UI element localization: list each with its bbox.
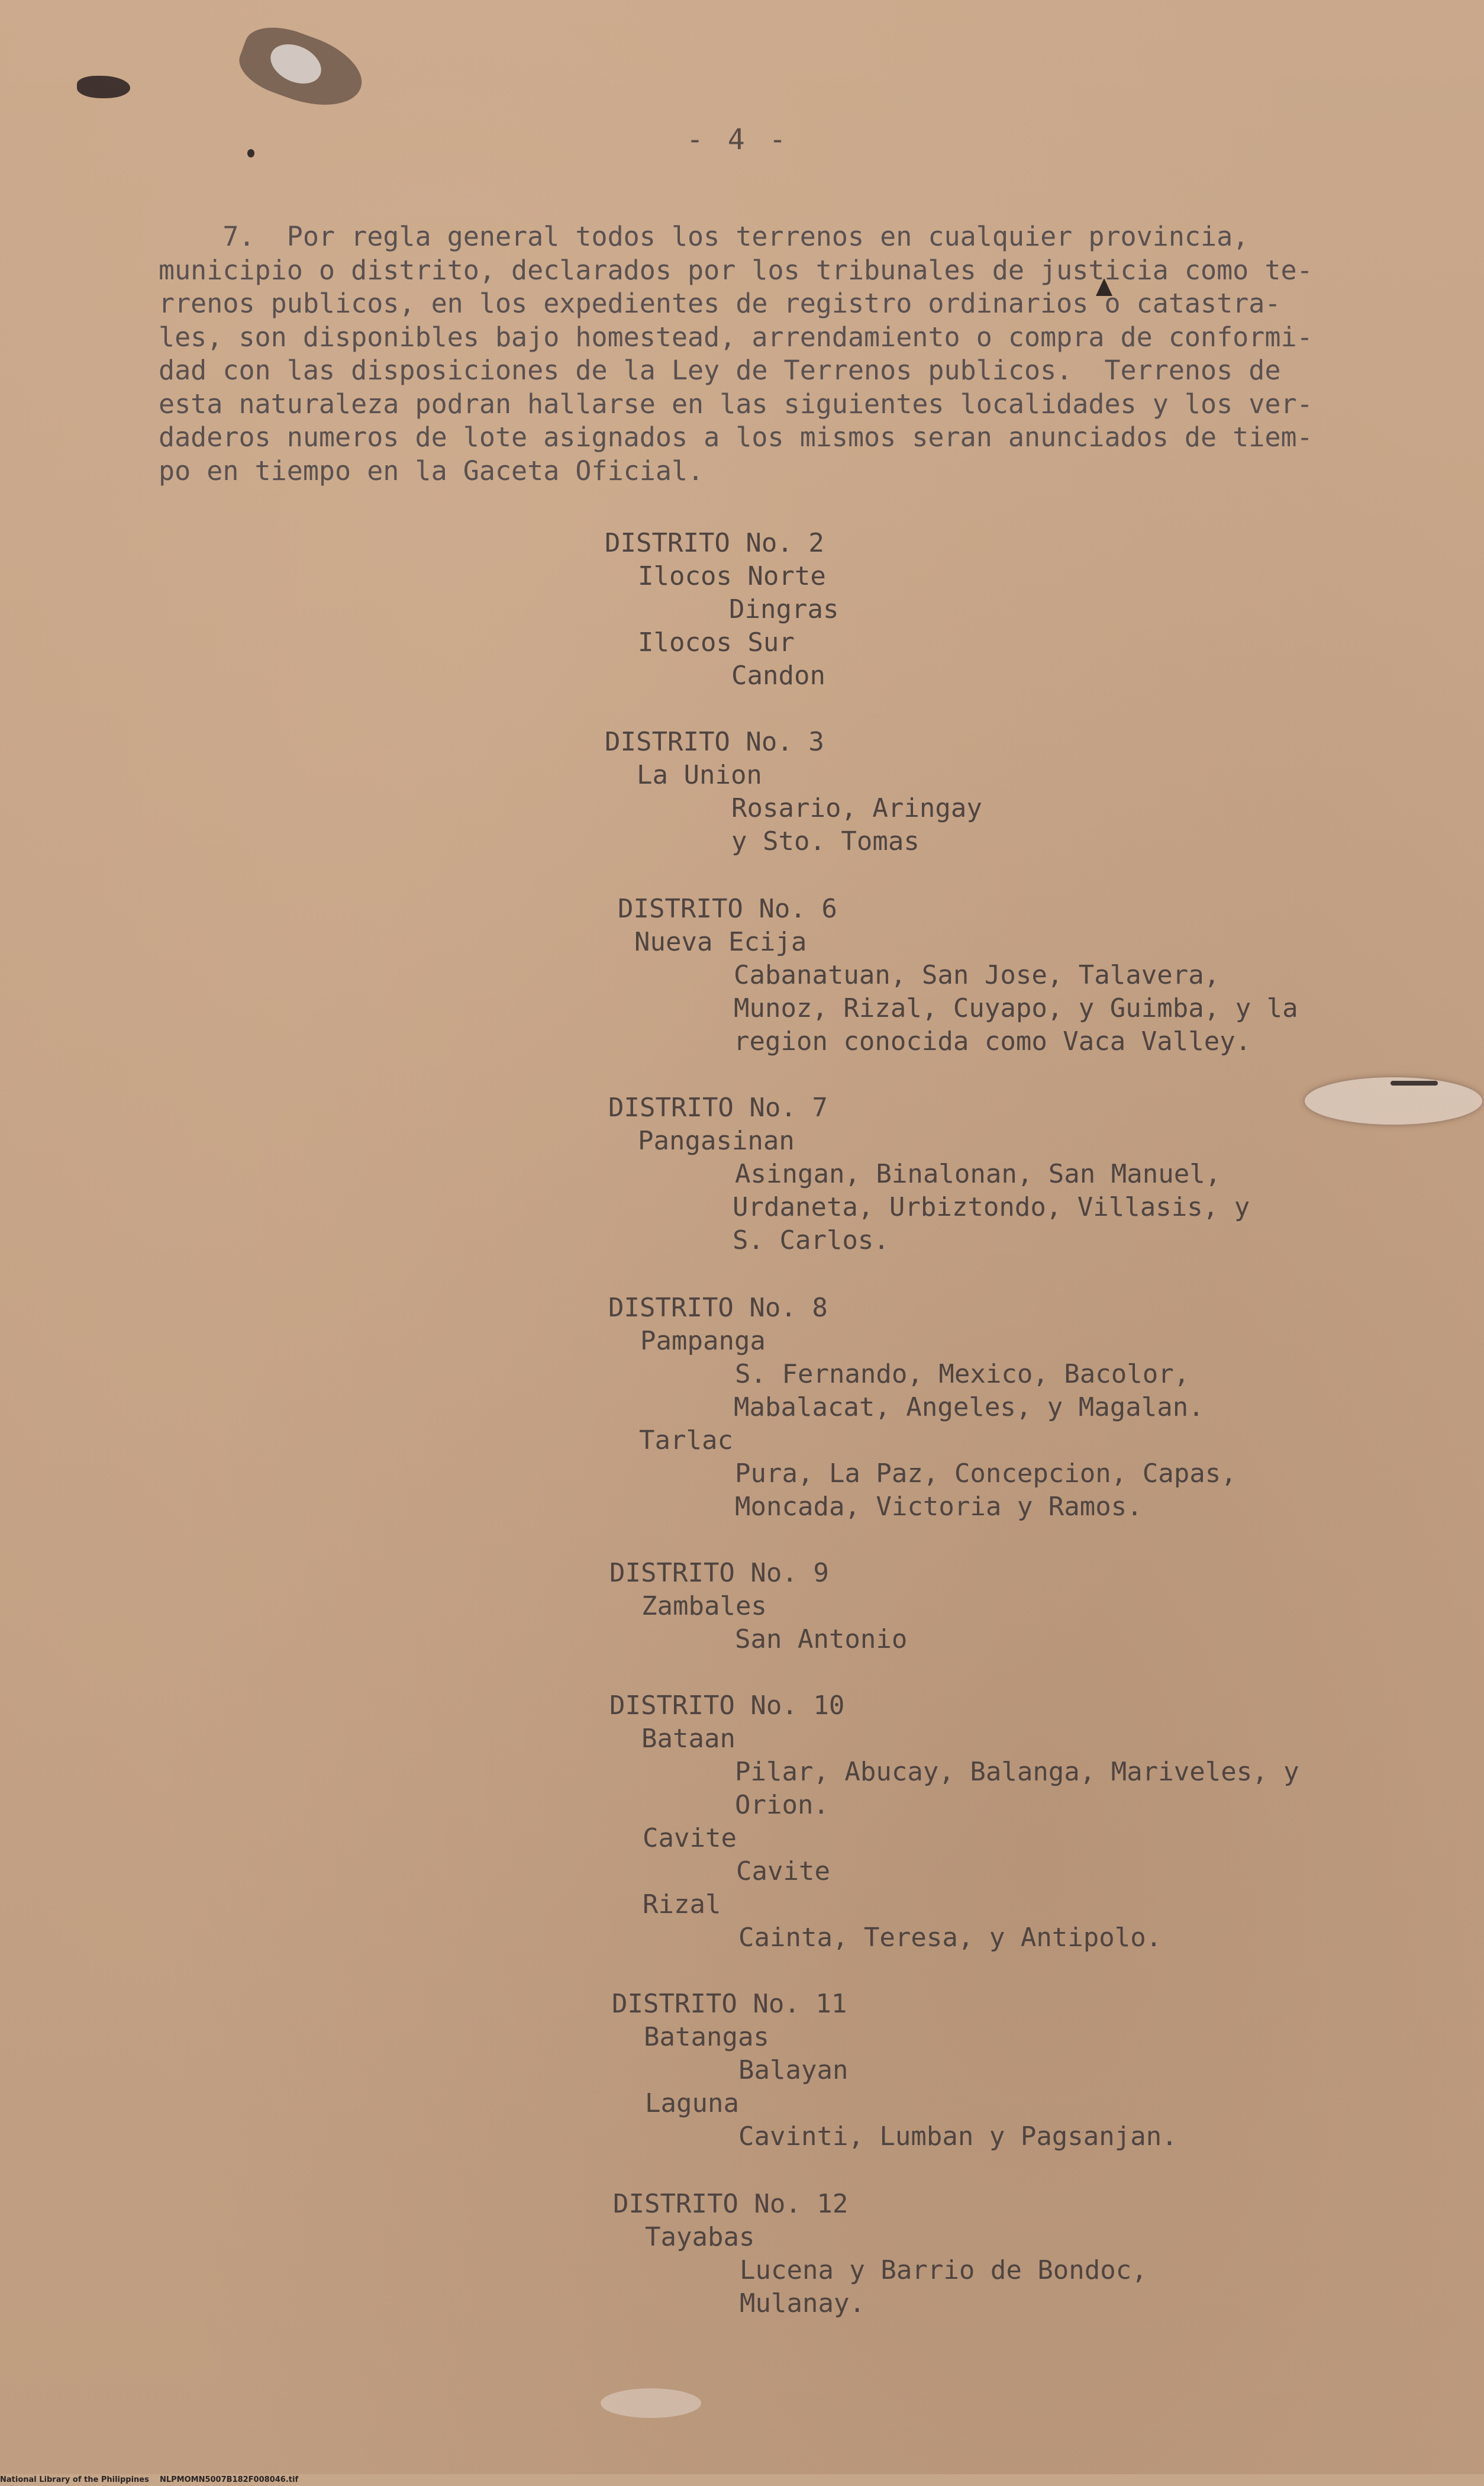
province-name: Ilocos Norte — [638, 561, 826, 591]
intro-line: daderos numeros de lote asignados a los mismos seran anunciados de tiem- — [159, 421, 1313, 453]
district-heading: DISTRITO No. 8 — [608, 1293, 828, 1323]
intro-line: esta naturaleza podran hallarse en las siguientes localidades y los ver- — [159, 388, 1313, 420]
district-heading: DISTRITO No. 11 — [612, 1989, 847, 2019]
town-line: S. Fernando, Mexico, Bacolor, — [735, 1359, 1190, 1389]
intro-line: po en tiempo en la Gaceta Oficial. — [159, 455, 704, 487]
province-name: Rizal — [643, 1889, 721, 1920]
district-heading: DISTRITO No. 3 — [605, 727, 824, 757]
intro-line: les, son disponibles bajo homestead, arrendamiento o compra de conformi- — [159, 321, 1313, 353]
town-line: region conocida como Vaca Valley. — [734, 1026, 1251, 1057]
town-line: Munoz, Rizal, Cuyapo, y Guimba, y la — [734, 993, 1298, 1023]
district-heading: DISTRITO No. 2 — [605, 528, 824, 558]
town-line: Asingan, Binalonan, San Manuel, — [735, 1159, 1221, 1189]
province-name: Zambales — [641, 1591, 767, 1621]
province-name: Batangas — [644, 2022, 769, 2052]
town-line: Cabanatuan, San Jose, Talavera, — [734, 960, 1220, 990]
town-line: Urdaneta, Urbiztondo, Villasis, y — [733, 1192, 1250, 1222]
town-line: San Antonio — [735, 1624, 908, 1654]
town-line: Pilar, Abucay, Balanga, Mariveles, y — [735, 1757, 1299, 1787]
town-line: Cavinti, Lumban y Pagsanjan. — [738, 2121, 1177, 2152]
ink-blot-top-left — [77, 76, 130, 98]
intro-line: 7. Por regla general todos los terrenos en cualquier provincia, — [159, 221, 1249, 252]
town-line: Orion. — [735, 1790, 829, 1820]
province-name: Cavite — [643, 1823, 737, 1853]
town-line: Moncada, Victoria y Ramos. — [735, 1492, 1143, 1522]
province-name: Ilocos Sur — [638, 627, 795, 658]
intro-line: municipio o distrito, declarados por los tribunales de justicia como te- — [159, 254, 1313, 286]
province-name: Pangasinan — [638, 1126, 795, 1156]
town-line: Dingras — [729, 594, 839, 624]
page-number: - 4 - — [686, 123, 790, 156]
town-line: Mabalacat, Angeles, y Magalan. — [734, 1392, 1204, 1422]
province-name: Tayabas — [645, 2222, 755, 2252]
district-heading: DISTRITO No. 9 — [609, 1558, 829, 1588]
town-line: Cainta, Teresa, y Antipolo. — [738, 1923, 1162, 1953]
province-name: Bataan — [641, 1724, 735, 1754]
town-line: Cavite — [736, 1856, 830, 1886]
town-line: y Sto. Tomas — [731, 826, 920, 856]
province-name: Nueva Ecija — [634, 927, 807, 957]
ink-mark-bottom — [601, 2388, 701, 2418]
town-line: Lucena y Barrio de Bondoc, — [740, 2255, 1147, 2285]
intro-paragraph — [159, 220, 1313, 488]
district-heading: DISTRITO No. 6 — [618, 894, 837, 924]
district-heading: DISTRITO No. 7 — [608, 1093, 828, 1123]
ink-dot-top — [247, 149, 254, 157]
intro-line: rrenos publicos, en los expedientes de registro ordinarios o catastra- — [159, 288, 1281, 319]
town-line: Balayan — [738, 2055, 849, 2085]
province-name: Pampanga — [640, 1326, 766, 1356]
intro-line: dad con las disposiciones de la Ley de Terrenos publicos. Terrenos de — [159, 355, 1281, 386]
town-line: S. Carlos. — [733, 1225, 889, 1255]
district-heading: DISTRITO No. 10 — [609, 1690, 845, 1721]
district-heading: DISTRITO No. 12 — [613, 2189, 849, 2219]
province-name: La Union — [637, 760, 762, 790]
province-name: Laguna — [645, 2088, 739, 2118]
ink-dash-right — [1391, 1081, 1438, 1086]
town-line: Mulanay. — [740, 2288, 865, 2318]
province-name: Tarlac — [639, 1425, 733, 1455]
town-line: Candon — [731, 661, 825, 691]
town-line: Pura, La Paz, Concepcion, Capas, — [735, 1458, 1237, 1489]
scan-footer-label: National Library of the Philippines NLPMOMN5007B182F008046.tif — [0, 2475, 299, 2484]
town-line: Rosario, Aringay — [731, 793, 982, 823]
